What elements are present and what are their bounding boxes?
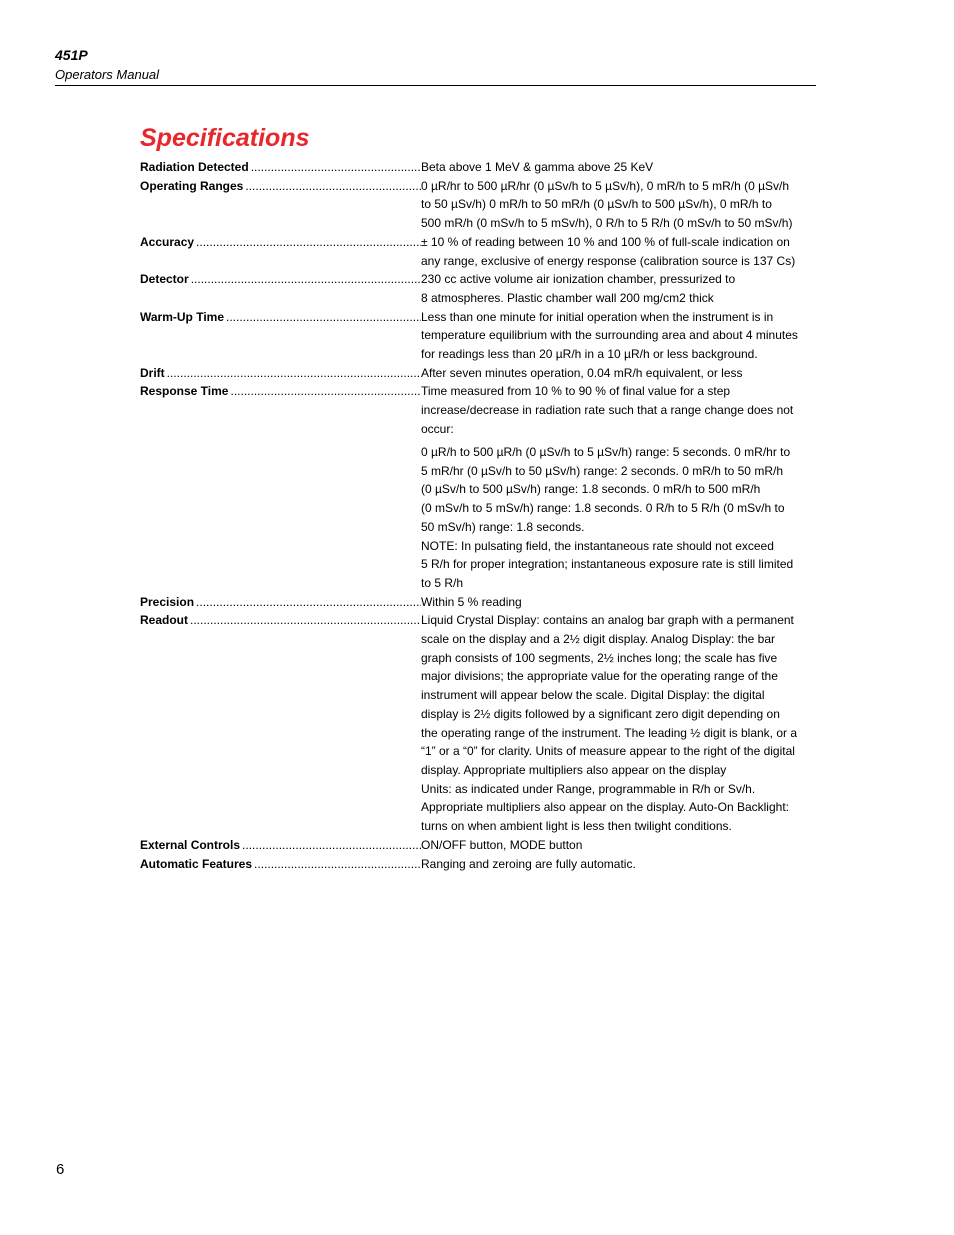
spec-value-line: Units: as indicated under Range, programmable in R/h or Sv/h. [421, 781, 756, 796]
spec-label-cell [140, 233, 421, 252]
spec-label: Response Time [140, 384, 229, 399]
spec-label-cell [140, 158, 421, 177]
spec-label-cell [140, 382, 421, 401]
spec-value-line: 230 cc active volume air ionization chamber, pressurized to [421, 272, 736, 287]
spec-label-cell [140, 177, 421, 196]
dot-leader [254, 855, 421, 874]
spec-label: External Controls [140, 837, 241, 852]
spec-value-line: Ranging and zeroing are fully automatic. [421, 856, 636, 871]
spec-value-line: instrument will appear below the scale. Digital Display: the digital [421, 688, 765, 703]
spec-value-line: 5 R/h for proper integration; instantaneous exposure rate is still limited [421, 557, 794, 572]
spec-value [421, 855, 820, 874]
spec-value-line: 500 mR/h (0 mSv/h to 5 mSv/h), 0 R/h to 5 R/h (0 mSv/h to 50 mSv/h) [421, 216, 793, 231]
dot-leader [242, 836, 421, 855]
spec-value-line: “1” or a “0” for clarity. Units of measure appear to the right of the digital [421, 744, 795, 759]
spec-label-cell [140, 270, 421, 289]
spec-value-line: (0 µSv/h to 500 µSv/h) range: 1.8 seconds. 0 mR/h to 500 mR/h [421, 482, 761, 497]
spec-value-line: 0 µR/hr to 500 µR/hr (0 µSv/h to 5 µSv/h), 0 mR/h to 5 mR/h (0 µSv/h [421, 178, 790, 193]
dot-leader [230, 382, 421, 401]
spec-value-line: the operating range of the instrument. The leading ½ digit is blank, or a [421, 725, 798, 740]
spec-value-line: graph consists of 100 segments, 2½ inches long; the scale has five [421, 650, 778, 665]
spec-value-line: for readings less than 20 µR/h in a 10 µR/h or less background. [421, 347, 758, 362]
spec-row [140, 270, 820, 307]
spec-value-line: Within 5 % reading [421, 594, 522, 609]
dot-leader [245, 177, 421, 196]
spec-value-line: to 50 µSv/h) 0 mR/h to 50 mR/h (0 µSv/h to 500 µSv/h), 0 mR/h to [421, 197, 772, 212]
dot-leader [190, 611, 421, 630]
spec-value-line: ± 10 % of reading between 10 % and 100 % of full-scale indication on [421, 234, 790, 249]
spec-row [140, 308, 820, 364]
spec-row [140, 177, 820, 233]
dot-leader [196, 593, 421, 612]
specifications-list [140, 158, 820, 873]
spec-row [140, 855, 820, 874]
spec-row [140, 611, 820, 835]
spec-value-line: (0 mSv/h to 5 mSv/h) range: 1.8 seconds. 0 R/h to 5 R/h (0 mSv/h to [421, 501, 785, 516]
page-header [55, 46, 816, 84]
spec-value-line: display is 2½ digits followed by a significant zero digit depending on [421, 706, 780, 721]
spec-row [140, 233, 820, 270]
spec-value-line: 8 atmospheres. Plastic chamber wall 200 mg/cm2 thick [421, 290, 714, 305]
spec-label-cell [140, 855, 421, 874]
spec-value-line: scale on the display and a 2½ digit display. Analog Display: the bar [421, 632, 775, 647]
spec-label: Drift [140, 365, 165, 380]
dot-leader [251, 158, 421, 177]
header-rule [55, 85, 816, 86]
spec-value [421, 177, 820, 233]
spec-value-line: NOTE: In pulsating field, the instantaneous rate should not exceed [421, 538, 774, 553]
spec-value-line: Liquid Crystal Display: contains an analog bar graph with a permanent [421, 613, 794, 628]
spec-label: Accuracy [140, 234, 195, 249]
spec-row [140, 158, 820, 177]
spec-value-line: display. Appropriate multipliers also appear on the display [421, 763, 727, 777]
dot-leader [167, 364, 421, 383]
dot-leader [196, 233, 421, 252]
page-number: 6 [56, 1161, 65, 1178]
spec-label-cell [140, 611, 421, 630]
spec-value-line: occur: [421, 421, 454, 436]
spec-value [421, 158, 820, 177]
spec-value-line: 0 µR/h to 500 µR/h (0 µSv/h to 5 µSv/h) range: 5 seconds. 0 mR/hr to [421, 445, 791, 460]
dot-leader [226, 308, 421, 327]
spec-row [140, 593, 820, 612]
spec-value [421, 611, 820, 835]
spec-label-cell [140, 364, 421, 383]
spec-value [421, 233, 820, 270]
spec-value-line: Appropriate multipliers also appear on the display. Auto-On Backlight: [421, 800, 789, 815]
spec-value-line: Beta above 1 MeV & gamma above 25 KeV [421, 160, 654, 174]
page-title: Specifications [140, 124, 310, 152]
spec-label: Radiation Detected [140, 160, 249, 174]
spec-value [421, 836, 820, 855]
spec-value-line: to 5 R/h [421, 575, 464, 590]
spec-label: Warm-Up Time [140, 309, 225, 324]
spec-value-line: Less than one minute for initial operation when the instrument is in [421, 309, 774, 324]
spec-row [140, 364, 820, 383]
spec-label: Readout [140, 613, 188, 628]
spec-value-line: temperature equilibrium with the surrounding area and about 4 minutes [421, 328, 798, 343]
spec-value [421, 308, 820, 364]
spec-value-line: Time measured from 10 % to 90 % of final value for a step [421, 384, 731, 399]
spec-value [421, 270, 820, 307]
spec-value-line: major divisions; the appropriate value for the operating range of the [421, 669, 778, 684]
spec-label: Detector [140, 272, 189, 287]
dot-leader [191, 270, 421, 289]
spec-value [421, 364, 820, 383]
spec-value-line: any range, exclusive of energy response (calibration source is 137 Cs) [421, 253, 796, 268]
spec-value [421, 593, 820, 612]
spec-value-line: After seven minutes operation, 0.04 mR/h equivalent, or less [421, 365, 743, 380]
spec-value-line: 5 mR/hr (0 µSv/h to 50 µSv/h) range: 2 seconds. 0 mR/h to 50 mR/h [421, 463, 783, 478]
spec-value [421, 382, 820, 592]
spec-label: Precision [140, 594, 195, 609]
spec-value-line: increase/decrease in radiation rate such that a range change does not [421, 403, 794, 418]
spec-label-cell [140, 308, 421, 327]
spec-label: Automatic Features [140, 856, 253, 871]
spec-value-line: turns on when ambient light is less then twilight conditions. [421, 819, 732, 834]
spec-value-line: 50 mSv/h) range: 1.8 seconds. [421, 519, 585, 534]
spec-label: Operating Ranges [140, 178, 244, 193]
spec-row [140, 382, 820, 592]
spec-label-cell [140, 593, 421, 612]
spec-value-line: ON/OFF button, MODE button [421, 837, 583, 852]
document-subtitle: Operators Manual [55, 67, 160, 82]
spec-row [140, 836, 820, 855]
spec-label-cell [140, 836, 421, 855]
document-model: 451P [55, 47, 88, 63]
